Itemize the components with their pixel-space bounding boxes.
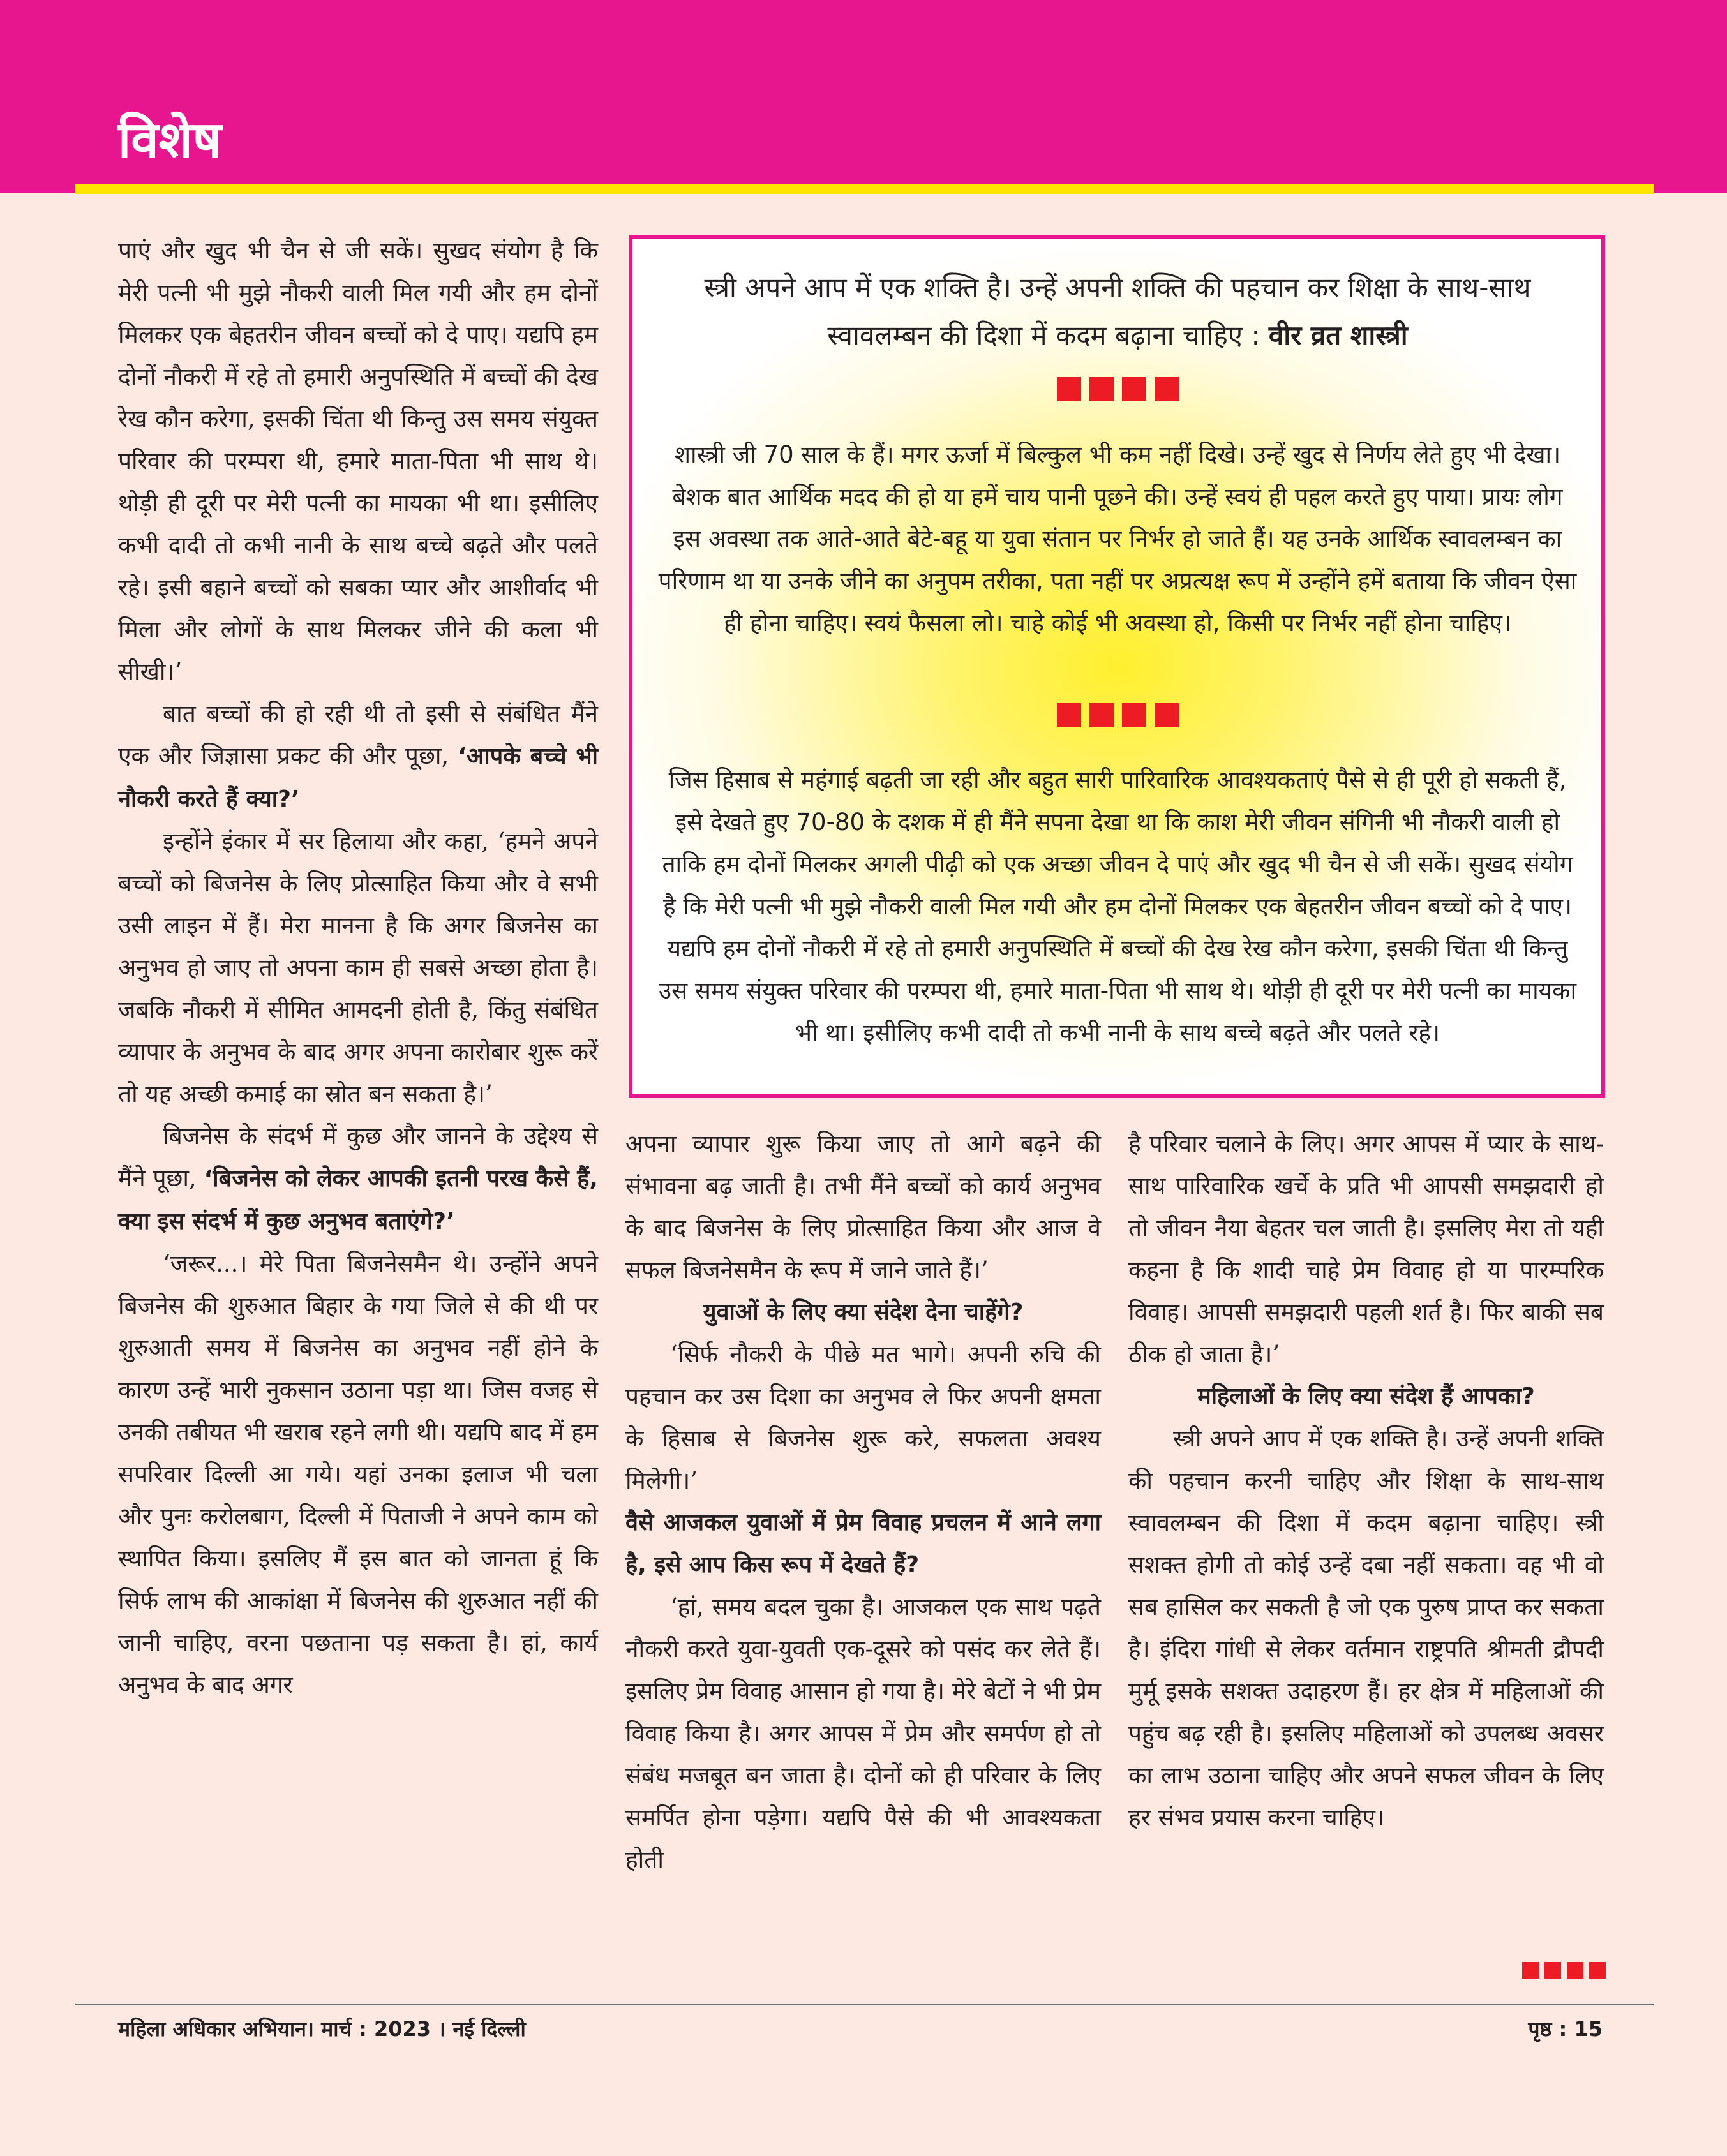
bullet-squares [1057,703,1179,727]
box-paragraph: शास्त्री जी 70 साल के हैं। मगर ऊर्जा में बिल्कुल भी कम नहीं दिखे। उन्हें खुद से निर्णय लेते हुए भी देखा। बेशक बात आर्थिक मदद की हो या हमें चाय पानी पूछने की। उन्हें स्वयं ही पहल करते हुए पाया। प्रायः लोग इस अवस्था तक आते-आते बेटे-बहू या युवा संतान पर निर्भर हो जाते हैं। यह उनके आर्थिक स्वावलम्बन का परिणाम था या उनके जीने का अनुपम तरीका, पता नहीं पर अप्रत्यक्ष रूप में उन्होंने हमें बताया कि जीवन ऐसा ही होना चाहिए। स्वयं फैसला लो। चाहे कोई भी अवस्था हो, किसी पर निर्भर नहीं होना चाहिए। [658,441,1577,637]
box-lead-name: वीर व्रत शास्त्री [1268,320,1408,351]
question: ‘बिजनेस को लेकर आपकी इतनी परख कैसे हैं, क्या इस संदर्भ में कुछ अनुभव बताएंगे?’ [118,1166,598,1235]
paragraph: इन्होंने इंकार में सर हिलाया और कहा, ‘हमने अपने बच्चों को बिजनेस के लिए प्रोत्साहित किया और वे सभी उसी लाइन में हैं। मेरा मानना है कि अगर बिजनेस का अनुभव हो जाए तो अपना काम ही सबसे अच्छा होता है। जबकि नौकरी में सीमित आमदनी होती है, किंतु संबंधित व्यापार के अनुभव के बाद अगर अपना कारोबार शुरू करें तो यह अच्छी कमाई का स्रोत बन सकता है।’ [118,828,598,1108]
paragraph: स्त्री अपने आप में एक शक्ति है। उन्हें अपनी शक्ति की पहचान करनी चाहिए और शिक्षा के साथ-साथ स्वावलम्बन की दिशा में कदम बढ़ाना चाहिए। स्त्री सशक्त होगी तो कोई उन्हें दबा नहीं सकता। वह भी वो सब हासिल कर सकती है जो एक पुरुष प्राप्त कर सकता है। इंदिरा गांधी से लेकर वर्तमान राष्ट्रपति श्रीमती द्रौपदी मुर्मू इसके सशक्त उदाहरण हैं। हर क्षेत्र में महिलाओं की पहुंच बढ़ रही है। इसलिए महिलाओं को उपलब्ध अवसर का लाभ उठाना चाहिए और अपने सफल जीवन के लिए हर संभव प्रयास करना चाहिए। [1128,1425,1604,1831]
column-2 [625,1123,1101,1881]
column-1 [118,230,598,1706]
footer-rule [75,2004,1654,2005]
section-title: विशेष [118,112,221,169]
paragraph: अपना व्यापार शुरू किया जाए तो आगे बढ़ने की संभावना बढ़ जाती है। तभी मैंने बच्चों को कार्य अनुभव के बाद बिजनेस के लिए प्रोत्साहित किया और आज वे सफल बिजनेसमैन के रूप में जाने जाते हैं।’ [625,1130,1101,1284]
paragraph: है परिवार चलाने के लिए। अगर आपस में प्यार के साथ-साथ पारिवारिक खर्चे के प्रति भी आपसी समझदारी हो तो जीवन नैया बेहतर चल जाती है। इसलिए मेरा तो यही कहना है कि शादी चाहे प्रेम विवाह हो या पारम्परिक विवाह। आपसी समझदारी पहली शर्त है। फिर बाकी सब ठीक हो जाता है।’ [1128,1130,1604,1368]
paragraph [118,1115,598,1243]
footer-publication: महिला अधिकार अभियान। मार्च : 2023 । नई दिल्ली [118,2017,526,2041]
column-3 [1128,1123,1604,1839]
box-lead [671,264,1564,359]
paragraph-text: बात बच्चों की हो रही थी तो इसी से संबंधित मैंने एक और जिज्ञासा प्रकट की और पूछा, [118,700,598,769]
paragraph [118,693,598,821]
highlight-box [629,235,1605,1098]
paragraph: ‘जरूर...। मेरे पिता बिजनेसमैन थे। उन्होंने अपने बिजनेस की शुरुआत बिहार के गया जिले से की थी पर शुरुआती समय में बिजनेस का अनुभव नहीं होने के कारण उन्हें भारी नुकसान उठाना पड़ा था। जिस वजह से उनकी तबीयत भी खराब रहने लगी थी। यद्यपि बाद में हम सपरिवार दिल्ली आ गये। यहां उनका इलाज भी चला और पुनः करोलबाग, दिल्ली में पिताजी ने अपने काम को स्थापित किया। इसलिए मैं इस बात को जानता हूं कि सिर्फ लाभ की आकांक्षा में बिजनेस की शुरुआत नहीं की जानी चाहिए, वरना पछताना पड़ सकता है। हां, कार्य अनुभव के बाद अगर [118,1250,598,1699]
question: ‘आपके बच्चे भी नौकरी करते हैं क्या?’ [118,743,598,812]
box-paragraph: जिस हिसाब से महंगाई बढ़ती जा रही और बहुत सारी पारिवारिक आवश्यकताएं पैसे से ही पूरी हो सकती हैं, इसे देखते हुए 70-80 के दशक में ही मैंने सपना देखा था कि काश मेरी जीवन संगिनी भी नौकरी वाली हो ताकि हम दोनों मिलकर अगली पीढ़ी को एक अच्छा जीवन दे पाएं और खुद भी चैन से जी सकें। सुखद संयोग है कि मेरी पत्नी भी मुझे नौकरी वाली मिल गयी और हम दोनों मिलकर एक बेहतरीन जीवन बच्चों को दे पाए। यद्यपि हम दोनों नौकरी में रहे तो हमारी अनुपस्थिति में बच्चों की देख रेख कौन करेगा, इसकी चिंता थी किन्तु उस समय संयुक्त परिवार की परम्परा थी, हमारे माता-पिता भी साथ थे। थोड़ी ही दूरी पर मेरी पत्नी का मायका भी था। इसीलिए कभी दादी तो कभी नानी के साथ बच्चे बढ़ते और पलते रहे। [658,766,1577,1046]
question: युवाओं के लिए क्या संदेश देना चाहेंगे? [703,1299,1024,1325]
question: महिलाओं के लिए क्या संदेश हैं आपका? [1197,1383,1535,1409]
page-number: पृष्ठ : 15 [1528,2017,1603,2041]
paragraph-text: बिजनेस के संदर्भ में कुछ और जानने के उद्देश्य से मैंने पूछा, [118,1122,598,1192]
header-rule [75,184,1654,194]
question: वैसे आजकल युवाओं में प्रेम विवाह प्रचलन में आने लगा है, इसे आप किस रूप में देखते हैं? [625,1510,1101,1578]
header-band [0,0,1727,193]
paragraph: ‘हां, समय बदल चुका है। आजकल एक साथ पढ़ते नौकरी करते युवा-युवती एक-दूसरे को पसंद कर लेते हैं। इसलिए प्रेम विवाह आसान हो गया है। मेरे बेटों ने भी प्रेम विवाह किया है। अगर आपस में प्रेम और समर्पण हो तो संबंध मजबूत बन जाता है। दोनों को ही परिवार के लिए समर्पित होना पड़ेगा। यद्यपि पैसे की भी आवश्यकता होती [625,1593,1101,1873]
box-lead-text: स्त्री अपने आप में एक शक्ति है। उन्हें अपनी शक्ति की पहचान कर शिक्षा के साथ-साथ स्वावलम्बन की दिशा में कदम बढ़ाना चाहिए : [704,272,1531,351]
paragraph: पाएं और खुद भी चैन से जी सकें। सुखद संयोग है कि मेरी पत्नी भी मुझे नौकरी वाली मिल गयी और हम दोनों मिलकर एक बेहतरीन जीवन बच्चों को दे पाए। यद्यपि हम दोनों नौकरी में रहे तो हमारी अनुपस्थिति में बच्चों की देख रेख कौन करेगा, इसकी चिंता थी किन्तु उस समय संयुक्त परिवार की परम्परा थी, हमारे माता-पिता भी साथ थे। थोड़ी ही दूरी पर मेरी पत्नी का मायका भी था। इसीलिए कभी दादी तो कभी नानी के साथ बच्चे बढ़ते और पलते रहे। इसी बहाने बच्चों को सबका प्यार और आशीर्वाद भी मिला और लोगों के साथ मिलकर जीने की कला भी सीखी।’ [118,237,598,685]
end-mark-squares [1522,1962,1606,1979]
bullet-squares [1057,377,1179,401]
paragraph: ‘सिर्फ नौकरी के पीछे मत भागे। अपनी रुचि की पहचान कर उस दिशा का अनुभव ले फिर अपनी क्षमता के हिसाब से बिजनेस शुरू करे, सफलता अवश्य मिलेगी।’ [625,1341,1101,1494]
